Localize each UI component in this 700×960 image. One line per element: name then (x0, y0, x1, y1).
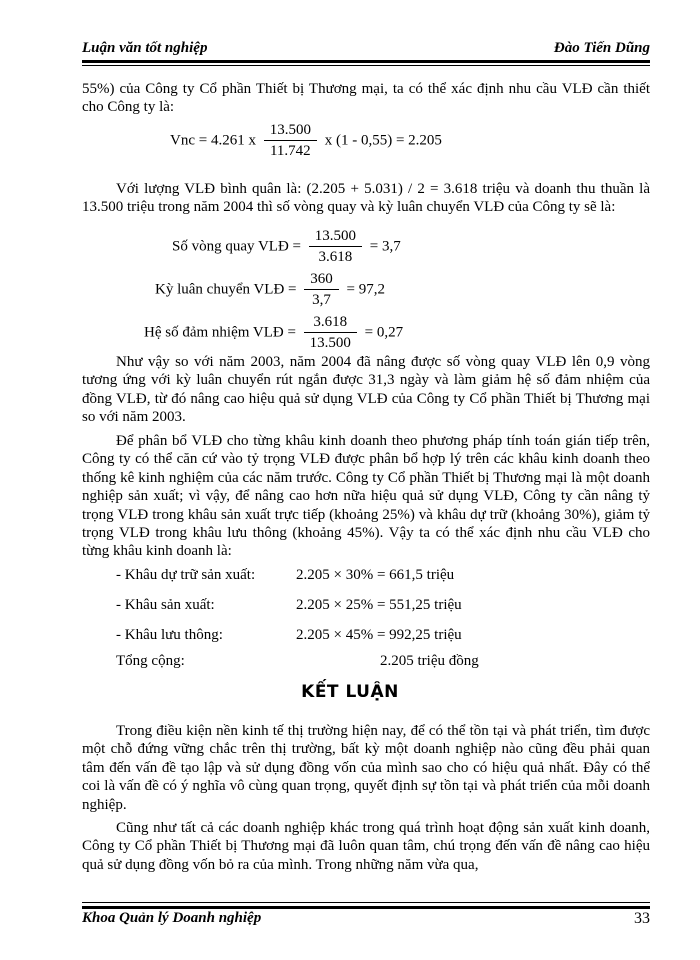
formula-cycle-fraction (304, 271, 339, 309)
footer-faculty: Khoa Quản lý Doanh nghiệp (82, 910, 262, 926)
page-header (82, 38, 650, 60)
breakdown-total-label: Tổng cộng: (116, 653, 185, 669)
header-thesis-title: Luận văn tốt nghiệp (82, 40, 208, 56)
formula-coefficient (144, 314, 403, 352)
formula-vnc-fraction (264, 122, 317, 160)
breakdown-label-reserve: - Khâu dự trữ sản xuất: (116, 567, 256, 583)
formula-turnover-label: Số vòng quay VLĐ = (172, 238, 302, 255)
formula-turnover-result: = 3,7 (369, 238, 401, 255)
formula-vnc-left: Vnc = 4.261 x (170, 132, 256, 149)
paragraph-conclusion-1: Trong điều kiện nền kinh tế thị trường hiện nay, để có thể tồn tại và phát triển, tìm được một chỗ đứng vững chắc trên thị trường, bất kỳ một doanh nghiệp nào cũng đều phải quan tâm đến vấn đề tạo lập và sử dụng đồng vốn của mình sao cho có hiệu quả nhất. Đây có thể coi là vấn đề có ý nghĩa vô cùng quan trọng, quyết định sự tồn tại và phát triển của mỗi doanh nghiệp. (82, 723, 650, 813)
formula-coefficient-fraction (304, 314, 357, 352)
header-rule-thin (82, 65, 650, 66)
formula-vnc (170, 122, 442, 160)
formula-turnover (172, 228, 401, 266)
breakdown-value-reserve: 2.205 × 30% = 661,5 triệu (296, 567, 455, 583)
formula-cycle-denominator: 3,7 (312, 292, 331, 308)
formula-turnover-denominator: 3.618 (318, 249, 353, 265)
breakdown-label-circulation: - Khâu lưu thông: (116, 627, 223, 643)
formula-cycle-result: = 97,2 (346, 281, 385, 298)
formula-cycle (155, 271, 385, 309)
formula-coefficient-result: = 0,27 (364, 324, 404, 341)
header-rule-thick (82, 60, 650, 63)
formula-coefficient-label: Hệ số đảm nhiệm VLĐ = (144, 324, 296, 341)
footer-rule-thick (82, 906, 650, 909)
section-heading-conclusion: KẾT LUẬN (301, 682, 399, 702)
paragraph-intro: 55%) của Công ty Cổ phần Thiết bị Thương mại, ta có thể xác định nhu cầu VLĐ cần thiết cho Công ty là: (82, 81, 650, 116)
breakdown-label-production: - Khâu sản xuất: (116, 597, 215, 613)
paragraph-conclusion-2: Cũng như tất cả các doanh nghiệp khác trong quá trình hoạt động sản xuất kinh doanh, Công ty Cổ phần Thiết bị Thương mại đã luôn quan tâm, chú trọng đến vấn đề nâng cao hiệu quả sử dụng đồng vốn bỏ ra của mình. Trong những năm vừa qua, (82, 820, 650, 873)
formula-cycle-numerator: 360 (304, 271, 339, 290)
formula-cycle-label: Kỳ luân chuyển VLĐ = (155, 281, 297, 298)
header-author: Đào Tiến Dũng (553, 40, 650, 56)
page-footer (82, 910, 650, 932)
formula-turnover-fraction (309, 228, 362, 266)
paragraph-allocation: Để phân bổ VLĐ cho từng khâu kinh doanh theo phương pháp tính toán gián tiếp trên, Công ty có thể căn cứ vào tỷ trọng VLĐ được phân bổ hợp lý trên các khâu kinh doanh theo thống kê kinh nghiệm của các năm trước. Công ty Cổ phần Thiết bị Thương mại là một doanh nghiệp sản xuất; vì vậy, để nâng cao hơn nữa hiệu quả sử dụng VLĐ, Công ty cần nâng tỷ trọng VLĐ trong khâu sản xuất trực tiếp (khoảng 25%) và khâu dự trữ (khoảng 30%), giảm tỷ trọng VLĐ trong khâu lưu thông (khoảng 45%). Vậy ta có thể xác định nhu cầu VLĐ cho từng khâu kinh doanh là: (82, 433, 650, 560)
paragraph-comparison: Như vậy so với năm 2003, năm 2004 đã nâng được số vòng quay VLĐ lên 0,9 vòng tương ứng với kỳ luân chuyển rút ngắn được 31,3 ngày và làm giảm hệ số đảm nhiệm của đồng VLĐ, từ đó nâng cao hiệu quả sử dụng VLĐ của Công ty Cổ phần Thiết bị Thương mại so với năm 2003. (82, 354, 650, 426)
formula-turnover-numerator: 13.500 (309, 228, 362, 247)
formula-coefficient-numerator: 3.618 (304, 314, 357, 333)
formula-vnc-right: x (1 - 0,55) = 2.205 (324, 132, 442, 149)
formula-coefficient-denominator: 13.500 (309, 335, 351, 351)
formula-vnc-numerator: 13.500 (264, 122, 317, 141)
breakdown-total-value: 2.205 triệu đồng (380, 653, 479, 669)
paragraph-average-capital: Với lượng VLĐ bình quân là: (2.205 + 5.031) / 2 = 3.618 triệu và doanh thu thuần là 13.500 triệu trong năm 2004 thì số vòng quay và kỳ luân chuyển VLĐ của Công ty sẽ là: (82, 181, 650, 216)
breakdown-value-production: 2.205 × 25% = 551,25 triệu (296, 597, 462, 613)
formula-vnc-denominator: 11.742 (269, 143, 311, 159)
footer-rule-thin (82, 902, 650, 903)
breakdown-value-circulation: 2.205 × 45% = 992,25 triệu (296, 627, 462, 643)
page-number: 33 (634, 910, 650, 927)
